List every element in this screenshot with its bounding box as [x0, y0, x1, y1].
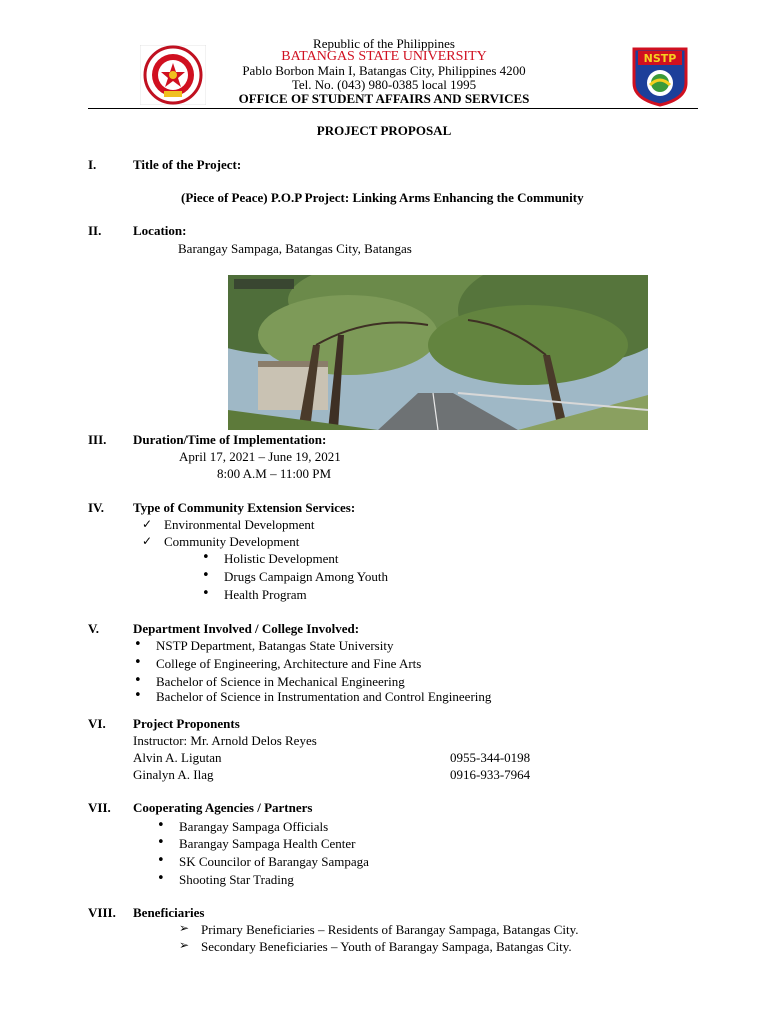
section-4-heading: Type of Community Extension Services: — [133, 500, 356, 515]
service-sub-item: • Holistic Development — [224, 551, 338, 567]
section-8-number: VIII. — [88, 905, 116, 920]
partner-item: • Barangay Sampaga Health Center — [179, 836, 356, 852]
beneficiary-item: ➢ Primary Beneficiaries – Residents of Barangay Sampaga, Batangas City. — [201, 922, 579, 938]
header-university: BATANGAS STATE UNIVERSITY — [281, 49, 487, 64]
department-item: • Bachelor of Science in Instrumentation and Control Engineering — [156, 689, 491, 705]
beneficiary-item: ➢ Secondary Beneficiaries – Youth of Barangay Sampaga, Batangas City. — [201, 939, 572, 955]
section-5-heading: Department Involved / College Involved: — [133, 621, 360, 636]
section-4-number: IV. — [88, 500, 105, 515]
proponent-name: Alvin A. Ligutan — [133, 750, 222, 765]
service-sub-item: • Health Program — [224, 587, 307, 603]
header-tel: Tel. No. (043) 980-0385 local 1995 — [291, 77, 477, 92]
header-office: OFFICE OF STUDENT AFFAIRS AND SERVICES — [238, 91, 530, 106]
header-republic: Republic of the Philippines — [313, 36, 455, 51]
duration-time: 8:00 A.M – 11:00 PM — [217, 466, 332, 481]
proponent-phone: 0955-344-0198 — [450, 750, 531, 765]
department-item: • College of Engineering, Architecture and Fine Arts — [156, 656, 421, 672]
section-1-heading: Title of the Project: — [133, 157, 242, 172]
section-2-number: II. — [88, 223, 102, 238]
partner-item: • Shooting Star Trading — [179, 872, 294, 888]
service-check-item: ✓ Community Development — [164, 534, 299, 550]
section-6-number: VI. — [88, 716, 106, 731]
section-3-number: III. — [88, 432, 107, 447]
section-2-heading: Location: — [133, 223, 187, 238]
section-1-number: I. — [88, 157, 97, 172]
section-6-heading: Project Proponents — [133, 716, 240, 731]
section-5-number: V. — [88, 621, 99, 636]
nstp-logo-text: NSTP — [643, 52, 677, 65]
duration-dates: April 17, 2021 – June 19, 2021 — [179, 449, 341, 464]
partner-item: • Barangay Sampaga Officials — [179, 819, 328, 835]
department-item: • NSTP Department, Batangas State University — [156, 638, 393, 654]
document-title: PROJECT PROPOSAL — [316, 123, 452, 138]
header-divider — [88, 108, 698, 109]
header-address: Pablo Borbon Main I, Batangas City, Philippines 4200 — [242, 63, 526, 78]
proponent-phone: 0916-933-7964 — [450, 767, 531, 782]
proponent-name: Ginalyn A. Ilag — [133, 767, 214, 782]
service-check-item: ✓ Environmental Development — [164, 517, 315, 533]
section-7-number: VII. — [88, 800, 111, 815]
section-8-heading: Beneficiaries — [133, 905, 205, 920]
partner-item: • SK Councilor of Barangay Sampaga — [179, 854, 369, 870]
instructor-name: Instructor: Mr. Arnold Delos Reyes — [133, 733, 317, 748]
project-title: (Piece of Peace) P.O.P Project: Linking Arms Enhancing the Community — [181, 190, 584, 205]
department-item: • Bachelor of Science in Mechanical Engineering — [156, 674, 405, 690]
section-3-heading: Duration/Time of Implementation: — [133, 432, 327, 447]
service-sub-item: • Drugs Campaign Among Youth — [224, 569, 388, 585]
location-value: Barangay Sampaga, Batangas City, Batangas — [178, 241, 412, 256]
section-7-heading: Cooperating Agencies / Partners — [133, 800, 313, 815]
location-photo — [228, 275, 648, 430]
